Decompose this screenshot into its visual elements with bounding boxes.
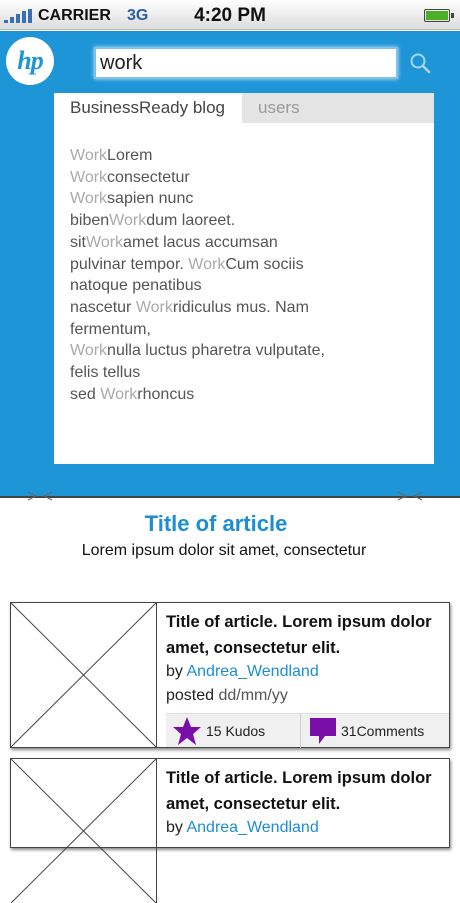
search-result-item[interactable] xyxy=(70,167,420,189)
result-text: rhoncus xyxy=(137,385,195,403)
result-match-highlight: Work xyxy=(70,342,108,360)
tab-users[interactable]: users xyxy=(242,93,434,123)
result-text: nascetur xyxy=(70,298,136,316)
search-result-item[interactable] xyxy=(70,340,420,362)
card-title[interactable]: Title of article. Lorem ipsum dolor amet, consectetur elit. xyxy=(166,613,432,657)
result-text: Cum sociis xyxy=(225,255,304,273)
divider-arrows-decoration xyxy=(0,486,460,500)
image-placeholder-icon xyxy=(11,759,157,903)
byline-prefix: by xyxy=(166,663,187,680)
result-match-highlight: Work xyxy=(70,168,108,186)
search-result-item[interactable] xyxy=(70,362,420,384)
article-subtitle: Lorem ipsum dolor sit amet, consectetur xyxy=(81,542,367,559)
result-text: consectetur xyxy=(107,168,190,186)
result-text: pulvinar tempor. xyxy=(70,255,189,273)
search-results-list xyxy=(70,145,420,405)
kudos-count: 15 Kudos xyxy=(206,723,266,739)
result-match-highlight: Work xyxy=(135,298,173,316)
result-text: felis tellus xyxy=(70,364,141,382)
result-text: sapien nunc xyxy=(107,190,194,208)
result-match-highlight: Work xyxy=(70,190,108,208)
post-date: dd/mm/yy xyxy=(218,687,288,704)
kudos-button[interactable] xyxy=(166,714,301,748)
result-match-highlight: Work xyxy=(86,233,124,251)
search-result-item[interactable] xyxy=(70,232,420,254)
result-text: ridiculus mus. Nam xyxy=(172,298,309,316)
status-bar xyxy=(0,0,460,30)
result-text: Lorem xyxy=(107,147,153,164)
result-match-highlight: Work xyxy=(100,385,138,403)
result-text: dum laoreet. xyxy=(146,212,236,230)
result-text: biben xyxy=(70,212,110,230)
comments-button[interactable] xyxy=(301,714,449,748)
card-posted xyxy=(166,687,288,705)
result-text: sed xyxy=(70,385,101,403)
search-result-item[interactable] xyxy=(70,145,420,167)
search-suggestions-dropdown xyxy=(54,93,434,464)
article-card[interactable] xyxy=(10,758,450,848)
article-title[interactable]: Title of article xyxy=(144,511,288,536)
carrier-label: CARRIER xyxy=(38,7,111,24)
search-input[interactable] xyxy=(94,47,398,79)
article-card[interactable] xyxy=(10,602,450,748)
search-result-item[interactable] xyxy=(70,384,420,406)
result-text: amet lacus accumsan xyxy=(123,233,278,251)
card-byline xyxy=(166,663,319,681)
search-icon[interactable] xyxy=(409,52,431,74)
result-text: sit xyxy=(70,233,86,251)
card-byline xyxy=(166,819,319,837)
battery-icon xyxy=(424,9,450,22)
network-type-label: 3G xyxy=(127,7,149,24)
search-result-item[interactable] xyxy=(70,254,420,276)
search-result-item[interactable] xyxy=(70,275,420,297)
posted-prefix: posted xyxy=(166,687,219,704)
result-text: nulla luctus pharetra vulputate, xyxy=(107,342,325,360)
search-result-item[interactable] xyxy=(70,319,420,341)
image-placeholder-icon xyxy=(11,603,157,747)
dropdown-tabs xyxy=(54,93,434,123)
result-match-highlight: Work xyxy=(188,255,226,273)
card-title[interactable]: Title of article. Lorem ipsum dolor amet, consectetur elit. xyxy=(166,769,432,813)
battery-level xyxy=(426,11,448,20)
hp-logo[interactable] xyxy=(6,37,54,85)
tab-businessready-blog[interactable]: BusinessReady blog xyxy=(54,93,242,123)
app-header xyxy=(0,31,460,496)
search-result-item[interactable] xyxy=(70,210,420,232)
comments-count: 31Comments xyxy=(341,723,425,739)
card-stats-bar xyxy=(166,713,449,747)
comment-bubble-icon xyxy=(309,716,337,746)
author-link[interactable]: Andrea_Wendland xyxy=(186,663,319,680)
result-match-highlight: Work xyxy=(109,212,147,230)
search-result-item[interactable] xyxy=(70,188,420,210)
result-text: fermentum, xyxy=(70,320,151,338)
byline-prefix: by xyxy=(166,819,187,836)
status-time: 4:20 PM xyxy=(194,5,266,26)
author-link[interactable]: Andrea_Wendland xyxy=(186,819,319,836)
result-match-highlight: Work xyxy=(70,147,108,164)
star-icon xyxy=(172,716,202,746)
logo-text: hp xyxy=(17,46,43,75)
search-result-item[interactable] xyxy=(70,297,420,319)
result-text: natoque penatibus xyxy=(70,277,202,295)
